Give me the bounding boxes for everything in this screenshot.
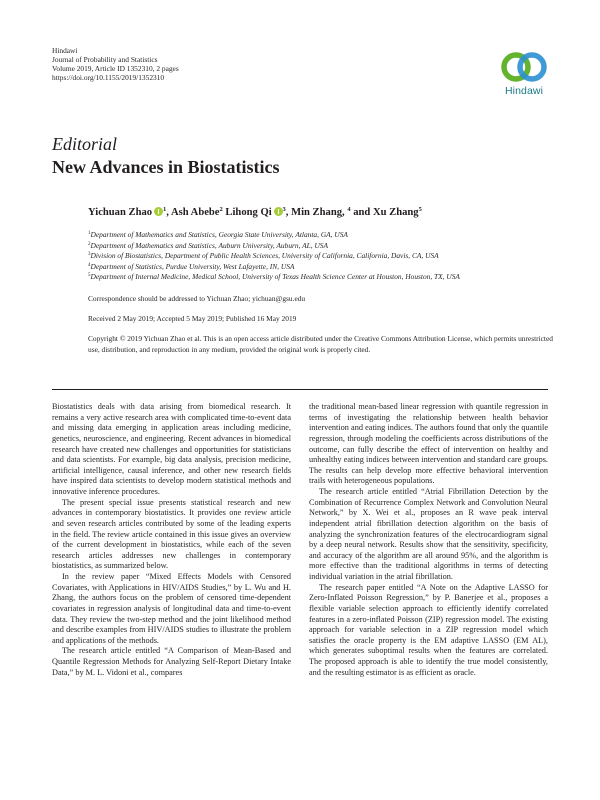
author	[171, 207, 225, 218]
author-name: Ash Abebe	[170, 207, 220, 218]
affiliation	[88, 241, 558, 252]
affiliation	[88, 251, 558, 262]
affiliations	[88, 230, 558, 283]
body-column-left	[52, 402, 291, 678]
article-title: New Advances in Biostatistics	[52, 157, 280, 177]
journal-name: Journal of Probability and Statistics	[52, 55, 158, 65]
affiliation-text: Department of Internal Medicine, Medical School, University of Texas Health Science Center at Houston, Houston, TX, USA	[90, 272, 460, 282]
author-list	[88, 207, 422, 218]
body-paragraph: The research article entitled “Atrial Fibrillation Detection by the Combination of Recurrence Complex Network and Convolution Neural Network,” by X. Wei et al., proposes an R wave peak interval independent atrial fibrillation detection algorithm on the basis of analyzing the synchronization features of the electrocardiogram signal by a deep neural network. Results show that the sensitivity, specificity, and accuracy of the algorithm are all around 95%, and the algorithm is more effective than the traditional algorithms in terms of detecting individual variation in the atrial fibrillation.	[309, 487, 548, 581]
publication-dates: Received 2 May 2019; Accepted 5 May 2019; Published 16 May 2019	[88, 314, 297, 323]
author	[88, 207, 171, 218]
affiliation	[88, 230, 558, 241]
body-paragraph: In the review paper “Mixed Effects Models with Censored Covariates, with Applications in HIV/AIDS Studies,” by L. Wu and H. Zhang, the authors focus on the problem of censored time-dependent covariates in regression analysis of longitudinal data and time-to-event data. They review the two-step method and the joint likelihood method and describe examples from HIV/AIDS studies to illustrate the problem and applications of the methods.	[52, 572, 291, 645]
author-separator: ,	[166, 207, 171, 218]
author-affil-number: 2	[219, 206, 223, 213]
affiliation-number: 5	[88, 273, 91, 279]
affiliation-text: Department of Mathematics and Statistics, Auburn University, Auburn, AL, USA	[90, 240, 329, 250]
body-paragraph: Biostatistics deals with data arising from biomedical research. It remains a very active research area with complicated time-to-event data and missing data emerging in application areas including medicine, genetics, neuroscience, and engineering. Recent advances in biomedical research have created new challenges and opportunities for statisticians and data scientists. For example, big data analysis, precision medicine, artificial intelligence, causal inference, and other new research fields have inspired data scientists to develop modern statistical methods and innovative inference procedures.	[52, 402, 291, 496]
article-type: Editorial	[52, 134, 118, 154]
orcid-icon[interactable]	[154, 207, 163, 216]
affiliation-text: Department of Mathematics and Statistics, Georgia State University, Atlanta, GA, USA	[90, 230, 348, 239]
body-paragraph: The research paper entitled “A Note on the Adaptive LASSO for Zero-Inflated Poisson Regression,” by P. Banerjee et al., proposes a flexible variable selection approach to efficiently identify correlated features in a zero-inflated Poisson (ZIP) regression model. The existing approach for variable selection in a ZIP regression model which satisfies the oracle property is the EM adaptive LASSO (EM AL), which generates suboptimal results when the features are correlated. The proposed approach is able to identify the true model consistently, and the resulting estimator is as efficient as oracle.	[309, 582, 548, 677]
author-name: Xu Zhang	[372, 207, 419, 218]
author	[225, 207, 291, 218]
journal-info	[52, 46, 179, 82]
hindawi-logo-icon	[499, 50, 549, 84]
affiliation-number: 4	[88, 262, 91, 268]
logo-ring-blue	[520, 55, 544, 79]
affiliation-number: 1	[88, 231, 91, 236]
author-separator: and	[350, 207, 373, 218]
author-affil-number: 1	[162, 206, 167, 213]
author	[291, 207, 373, 218]
doi-link[interactable]: https://doi.org/10.1155/2019/1352310	[52, 73, 165, 83]
affiliation	[88, 262, 558, 273]
hindawi-logo	[495, 50, 553, 97]
author-separator: ,	[285, 207, 292, 218]
affiliation-number: 3	[88, 252, 91, 258]
author-affil-number: 3	[282, 206, 286, 213]
body-paragraph: The present special issue presents statistical research and new advances in contemporary biostatistics. It provides one review article and seven research articles contributed by some of the leading experts in the field. The review article contained in this issue gives an overview of the current development in biostatistics, while each of the seven research articles addresses new challenges in contemporary biostatistics, as summarized below.	[52, 497, 291, 571]
publisher-name: Hindawi	[52, 46, 78, 55]
section-divider	[52, 389, 548, 390]
correspondence: Correspondence should be addressed to Yichuan Zhao; yichuan@gsu.edu	[88, 294, 306, 303]
copyright-notice: Copyright © 2019 Yichuan Zhao et al. This is an open access article distributed under the Creative Commons Attribution License, which permits unrestricted use, distribution, and reproduction in any medium, provided the original work is properly cited.	[88, 334, 553, 354]
orcid-icon[interactable]	[274, 207, 283, 216]
author-affil-number: 5	[418, 206, 422, 213]
affiliation	[88, 272, 558, 283]
author-name: Min Zhang	[291, 207, 343, 218]
volume-line: Volume 2019, Article ID 1352310, 2 pages	[52, 64, 179, 74]
affiliation-text: Department of Statistics, Purdue University, West Lafayette, IN, USA	[90, 261, 295, 271]
author-name: Lihong Qi	[225, 207, 272, 218]
author-affil-number: 4	[347, 206, 351, 213]
author-separator: ,	[342, 207, 348, 218]
body-paragraph: The research article entitled “A Comparison of Mean-Based and Quantile Regression Methods for Analyzing Self-Report Dietary Intake Data,” by M. L. Vidoni et al., compares	[52, 646, 291, 677]
body-paragraph: the traditional mean-based linear regression with quantile regression in terms of investigating the relationship between health behavior intervention and eating indices. The authors found that only the quantile regression, through modeling the coefficients across distributions of the outcome, can fully describe the effect of intervention on healthy and unhealthy eating indices between intervention and standard care groups. The results can help develop more effective behavioral intervention trails with heterogeneous populations.	[309, 402, 548, 486]
logo-text: Hindawi	[504, 85, 544, 97]
body-column-right	[309, 402, 548, 678]
author	[373, 207, 422, 218]
author-name: Yichuan Zhao	[88, 207, 153, 218]
affiliation-text: Division of Biostatistics, Department of Public Health Sciences, University of California, California, Davis, CA, USA	[90, 251, 439, 261]
affiliation-number: 2	[88, 241, 91, 247]
